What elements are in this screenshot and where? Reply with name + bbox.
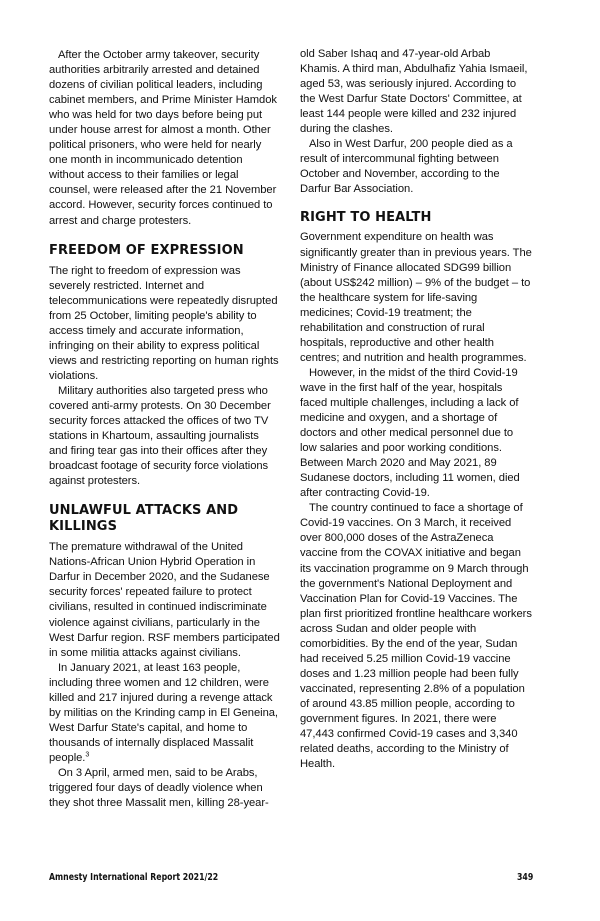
paragraph-arrests: After the October army takeover, security authorities arbitrarily arrested and detained dozens of civilian political leaders, including cabinet members, and Prime Minister Hamdok who was held for two days before being put under house arrest for almost a month. Other political prisoners, who were held for nearly one month in incommunicado detention without access to their families or legal counsel, were released after the 21 November accord. However, security forces continued to arrest and charge protesters. <box>49 49 277 227</box>
paragraph-unlawful-2 <box>49 661 280 766</box>
paragraph-unlawful-2-text: In January 2021, at least 163 people, including three women and 12 children, were killed and 217 injured during a revenge attack by militias on the Krinding camp in El Geneina, West Darfur State's capital, and home to thousands of internally displaced Massalit people. <box>49 661 278 764</box>
paragraph-west-darfur: Also in West Darfur, 200 people died as a result of intercommunal fighting between October and November, according to the Darfur Bar Association. <box>300 138 513 196</box>
right-column <box>300 47 532 772</box>
heading-freedom-of-expression: FREEDOM OF EXPRESSION <box>49 242 244 258</box>
paragraph-freedom-2: Military authorities also targeted press who covered anti-army protests. On 30 December security forces attacked the offices of two TV stations in Khartoum, assaulting journalists and firing tear gas into their offices after they broadcast footage of security force violations against protesters. <box>49 384 271 488</box>
paragraph-health-3: The country continued to face a shortage of Covid-19 vaccines. On 3 March, it received over 800,000 doses of the AstraZeneca vaccine from the COVAX initiative and began its vaccination programme on 9 March through the government's National Deployment and Vaccination Plan for Covid-19 Vaccines. The plan first prioritized frontline healthcare workers across Sudan and older people with comorbidities. By the end of the year, Sudan had received 5.25 million Covid-19 vaccine doses and 1.23 million people had been fully vaccinated, representing 2.8% of a population of around 43.85 million people, according to government figures. In 2021, there were 47,443 confirmed Covid-19 cases and 3,340 related deaths, according to the Ministry of Health. <box>300 502 532 771</box>
page-number: 349 <box>517 872 534 883</box>
left-column <box>49 48 280 811</box>
paragraph-unlawful-1: The premature withdrawal of the United Nations-African Union Hybrid Operation in Darfur in December 2020, and the Sudanese security forces' repeated failure to protect civilians, resulted in continued indiscriminate violence against civilians, particularly in the West Darfur region. RSF members participated in some militia attacks against civilians. <box>49 541 280 659</box>
paragraph-health-1: Government expenditure on health was significantly greater than in previous years. The Ministry of Finance allocated SDG99 billion (about US$242 million) – 9% of the budget – to the healthcare system for life-saving medicines; Covid-19 treatment; the rehabilitation and construction of rural hospitals, reproductive and other health centres; and nutrition and health programmes. <box>300 231 532 364</box>
paragraph-health-2: However, in the midst of the third Covid-19 wave in the first half of the year, hospitals faced multiple challenges, including a lack of medicine and oxygen, and a shortage of doctors and other medical personnel due to low salaries and poor working conditions. Between March 2020 and May 2021, 89 Sudanese doctors, including 11 women, died after contracting Covid-19. <box>300 366 520 500</box>
heading-right-to-health: RIGHT TO HEALTH <box>300 210 432 226</box>
paragraph-unlawful-3: On 3 April, armed men, said to be Arabs, triggered four days of deadly violence when they shot three Massalit men, killing 28-year- <box>49 766 269 810</box>
paragraph-continued: old Saber Ishaq and 47-year-old Arbab Khamis. A third man, Abdulhafiz Yahia Ismaeil, aged 53, was seriously injured. According to the West Darfur State Doctors' Committee, at least 144 people were killed and 232 injured during the clashes. <box>300 48 528 136</box>
footnote-reference[interactable]: 3 <box>85 751 90 759</box>
paragraph-freedom-1: The right to freedom of expression was severely restricted. Internet and telecommunications were repeatedly disrupted from 25 October, limiting people's ability to access timely and accurate information, infringing on their ability to express political views and restricting reporting on human rights violations. <box>49 264 279 382</box>
footer-report-title: Amnesty International Report 2021/22 <box>49 872 219 883</box>
heading-unlawful-attacks: UNLAWFUL ATTACKS AND KILLINGS <box>49 503 239 535</box>
